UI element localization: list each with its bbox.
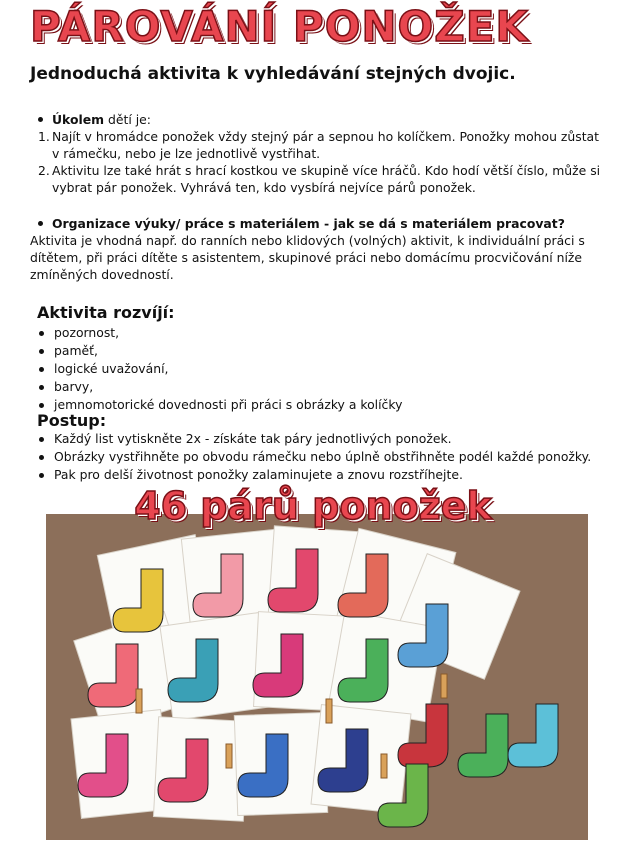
- list-item: jemnomotorické dovednosti při práci s obrázky a kolíčky: [30, 396, 610, 414]
- task-item-2: 2. Aktivitu lze také hrát s hrací kostkou ve skupině více hráčů. Kdo hodí větší číslo, může si vybrat pár ponožek. Vyhrává ten, kdo vysbírá nejvíce párů ponožek.: [38, 163, 601, 195]
- list-item: barvy,: [30, 378, 610, 396]
- task-label-rest: dětí je:: [104, 112, 151, 127]
- page-subtitle: Jednoduchá aktivita k vyhledávání stejných dvojic.: [30, 64, 516, 84]
- page-title: PÁROVÁNÍ PONOŽEK: [30, 2, 529, 51]
- task-heading: [30, 111, 610, 128]
- list-item: Pak pro delší životnost ponožky zalaminujete a znovu rozstříhejte.: [30, 466, 610, 484]
- develops-list: [30, 324, 610, 414]
- organization-text: Aktivita je vhodná např. do ranních nebo klidových (volných) aktivit, k individuální práci s dítětem, při práci dítěte s asistentem, skupinové práci nebo domácímu procvičování níže zmíněných dovedností.: [30, 233, 585, 282]
- task-item-1: 1. Najít v hromádce ponožek vždy stejný pár a sepnou ho kolíčkem. Ponožky mohou zůstat v rámečku, nebo je lze jednotlivě vystřihat.: [38, 129, 600, 161]
- list-item: logické uvažování,: [30, 360, 610, 378]
- procedure-list: [30, 430, 610, 484]
- organization-section: [30, 215, 610, 283]
- procedure-heading: Postup:: [37, 411, 107, 430]
- socks-illustration: [46, 514, 588, 840]
- list-item: pozornost,: [30, 324, 610, 342]
- organization-heading: Organizace výuky/ práce s materiálem - jak se dá s materiálem pracovat?: [52, 216, 565, 231]
- task-label: Úkolem: [52, 112, 105, 127]
- banner-title: 46 párů ponožek: [134, 484, 492, 528]
- list-item: Obrázky vystřihněte po obvodu rámečku nebo úplně obstřihněte podél každé ponožky.: [30, 448, 610, 466]
- socks-photo: [46, 514, 588, 840]
- list-item: paměť,: [30, 342, 610, 360]
- task-item-text: Najít v hromádce ponožek vždy stejný pár a sepnou ho kolíčkem. Ponožky mohou zůstat v rámečku, nebo je lze jednotlivě vystřihat.: [52, 129, 600, 161]
- develops-heading: Aktivita rozvíjí:: [37, 303, 175, 322]
- task-item-text: Aktivitu lze také hrát s hrací kostkou ve skupině více hráčů. Kdo hodí větší číslo, může si vybrat pár ponožek. Vyhrává ten, kdo vysbírá nejvíce párů ponožek.: [52, 163, 601, 195]
- list-item: Každý list vytiskněte 2x - získáte tak páry jednotlivých ponožek.: [30, 430, 610, 448]
- task-section: [30, 111, 610, 196]
